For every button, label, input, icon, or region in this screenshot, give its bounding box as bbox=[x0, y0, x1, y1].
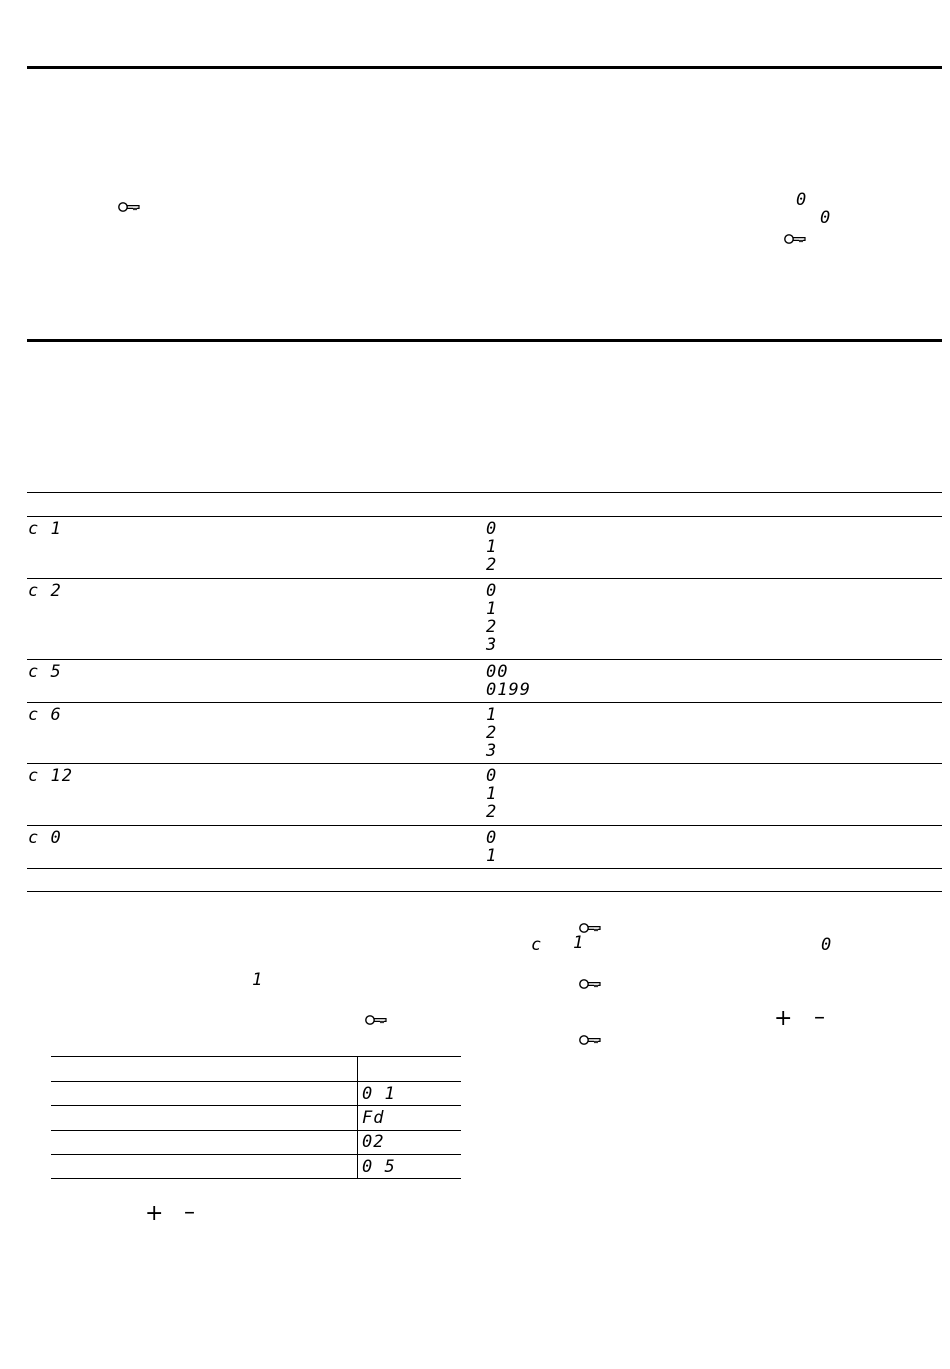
section-rule bbox=[27, 339, 942, 342]
display-zero-b: 0 bbox=[820, 208, 832, 228]
table-top-rule bbox=[27, 492, 942, 493]
table-row-rule bbox=[27, 659, 942, 660]
key-icon bbox=[118, 201, 140, 213]
key-icon bbox=[579, 1034, 601, 1046]
table-row-rule bbox=[27, 763, 942, 764]
mini-table-rule bbox=[51, 1178, 461, 1179]
minus-symbol: – bbox=[814, 1005, 825, 1030]
row-value: 1 bbox=[486, 537, 498, 557]
mini-table-value: Fd bbox=[362, 1108, 385, 1128]
display-zero-a: 0 bbox=[796, 190, 808, 210]
table-row-rule bbox=[27, 702, 942, 703]
minus-symbol: – bbox=[184, 1200, 195, 1225]
row-value: 2 bbox=[486, 802, 498, 822]
row-value: 0 bbox=[486, 828, 498, 848]
row-value: 0 bbox=[486, 581, 498, 601]
display-one: 1 bbox=[252, 970, 264, 990]
row-code-c2: c 2 bbox=[28, 581, 62, 601]
row-value: 1 bbox=[486, 705, 498, 725]
one-symbol: 1 bbox=[573, 933, 585, 953]
row-value: 0199 bbox=[486, 680, 531, 700]
c-symbol: c bbox=[531, 935, 543, 955]
row-code-c1: c 1 bbox=[28, 519, 62, 539]
table-row-rule bbox=[27, 578, 942, 579]
row-value: 2 bbox=[486, 555, 498, 575]
table-bottom-rule bbox=[27, 868, 942, 869]
key-icon bbox=[365, 1014, 387, 1026]
key-icon bbox=[784, 233, 806, 245]
row-value: 2 bbox=[486, 617, 498, 637]
row-value: 2 bbox=[486, 723, 498, 743]
row-code-c6: c 6 bbox=[28, 705, 62, 725]
mini-table-value: 0 5 bbox=[362, 1157, 396, 1177]
key-icon bbox=[579, 978, 601, 990]
mini-table-rule bbox=[51, 1154, 461, 1155]
mini-table-value: 0 1 bbox=[362, 1084, 396, 1104]
plus-symbol: + bbox=[145, 1201, 164, 1226]
row-value: 00 bbox=[486, 662, 509, 682]
mini-table-rule bbox=[51, 1130, 461, 1131]
mini-table-divider bbox=[357, 1057, 358, 1179]
mini-table-value: 02 bbox=[362, 1132, 385, 1152]
section-rule-lower bbox=[27, 891, 942, 892]
zero-symbol: 0 bbox=[821, 935, 833, 955]
plus-symbol: + bbox=[774, 1006, 793, 1031]
table-row-rule bbox=[27, 825, 942, 826]
row-value: 0 bbox=[486, 766, 498, 786]
row-value: 1 bbox=[486, 599, 498, 619]
mini-table-rule bbox=[51, 1081, 461, 1082]
row-value: 1 bbox=[486, 846, 498, 866]
row-value: 1 bbox=[486, 784, 498, 804]
top-rule bbox=[27, 66, 942, 69]
mini-table-rule bbox=[51, 1056, 461, 1057]
row-value: 3 bbox=[486, 741, 498, 761]
row-value: 0 bbox=[486, 519, 498, 539]
row-code-c0: c 0 bbox=[28, 828, 62, 848]
row-code-c5: c 5 bbox=[28, 662, 62, 682]
row-code-c12: c 12 bbox=[28, 766, 73, 786]
mini-table-rule bbox=[51, 1105, 461, 1106]
row-value: 3 bbox=[486, 635, 498, 655]
table-header-rule bbox=[27, 516, 942, 517]
